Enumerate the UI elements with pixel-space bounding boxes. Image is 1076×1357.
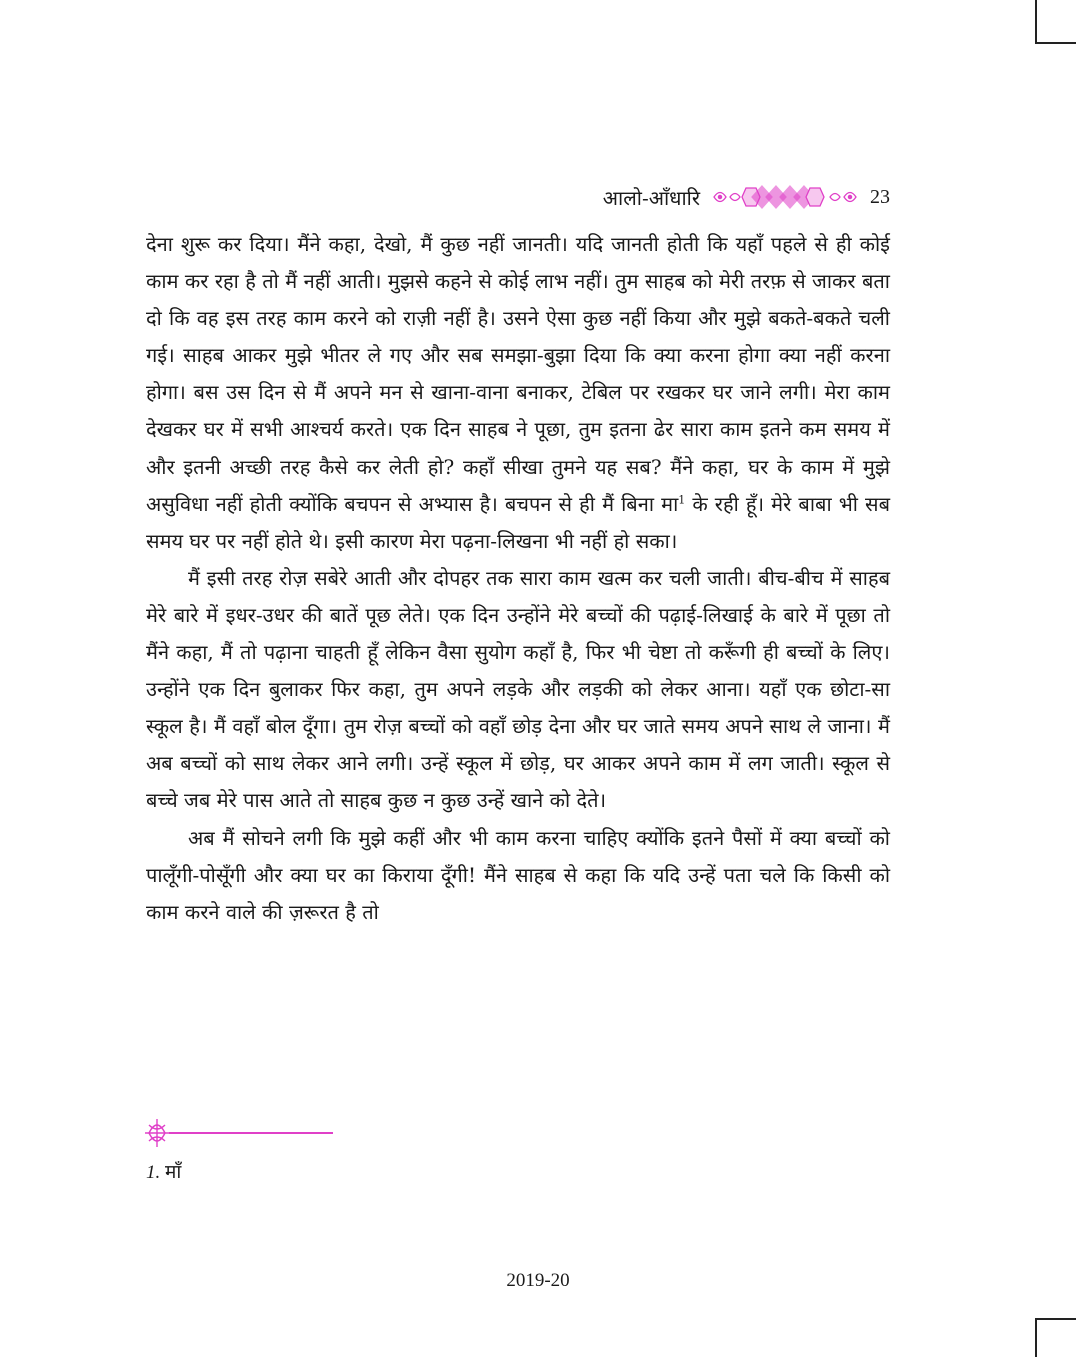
running-head [520, 180, 890, 214]
crop-mark-top-right [1035, 0, 1076, 44]
paragraph-1 [146, 226, 890, 560]
footnote [146, 1158, 181, 1184]
footnote-number: 1. [146, 1162, 161, 1183]
footnote-text: माँ [165, 1161, 182, 1183]
crop-mark-bottom-right [1035, 1318, 1076, 1357]
footnote-ornament-rule [143, 1113, 335, 1153]
footer-year: 2019-20 [506, 1270, 570, 1291]
footnote-reference: 1 [678, 493, 686, 506]
paragraph-1-text-after: के रही हूँ। मेरे बाबा भी सब समय घर पर नहीं होते थे। इसी कारण मेरा पढ़ना-लिखना भी नहीं हो सका। [146, 491, 891, 553]
paragraph-3: अब मैं सोचने लगी कि मुझे कहीं और भी काम करना चाहिए क्योंकि इतने पैसों में क्या बच्चों को पालूँगी-पोसूँगी और क्या घर का किराया दूँगी! मैंने साहब से कहा कि यदि उन्हें पता चले कि किसी को काम करने वाले की ज़रूरत है तो [146, 825, 890, 924]
ornament-icon [710, 183, 860, 211]
paragraph-1-text-before: देना शुरू कर दिया। मैंने कहा, देखो, मैं कुछ नहीं जानती। यदि जानती होती कि यहाँ पहले से ही कोई काम कर रहा है तो मैं नहीं आती। मुझसे कहने से कोई लाभ नहीं। तुम साहब को मेरी तरफ़ से जाकर बता दो कि वह इस तरह काम करने को राज़ी नहीं है। उसने ऐसा कुछ नहीं किया और मुझे बकते-बकते चली गई। साहब आकर मुझे भीतर ले गए और सब समझा-बुझा दिया कि क्या करना होगा क्या नहीं करना होगा। बस उस दिन से मैं अपने मन से खाना-वाना बनाकर, टेबिल पर रखकर घर जाने लगी। मेरा काम देखकर घर में सभी आश्चर्य करते। एक दिन साहब ने पूछा, तुम इतना ढेर सारा काम इतने कम समय में और इतनी अच्छी तरह कैसे कर लेती हो? कहाँ सीखा तुमने यह सब? मैंने कहा, घर के काम में मुझे असुविधा नहीं होती क्योंकि बचपन से अभ्यास है। बचपन से ही मैं बिना मा [146, 232, 890, 516]
body-text [146, 226, 890, 931]
running-head-title: आलो-आँधारि [602, 185, 700, 210]
paragraph-2: मैं इसी तरह रोज़ सबेरे आती और दोपहर तक सारा काम खत्म कर चली जाती। बीच-बीच में साहब मेरे बारे में इधर-उधर की बातें पूछ लेते। एक दिन उन्होंने मेरे बच्चों की पढ़ाई-लिखाई के बारे में पूछा तो मैंने कहा, मैं तो पढ़ाना चाहती हूँ लेकिन वैसा सुयोग कहाँ है, फिर भी चेष्टा तो करूँगी ही बच्चों के लिए। उन्होंने एक दिन बुलाकर फिर कहा, तुम अपने लड़के और लड़की को लेकर आना। यहाँ एक छोटा-सा स्कूल है। मैं वहाँ बोल दूँगा। तुम रोज़ बच्चों को वहाँ छोड़ देना और घर जाते समय अपने साथ ले जाना। मैं अब बच्चों को साथ लेकर आने लगी। उन्हें स्कूल में छोड़, घर आकर अपने काम में लग जाती। स्कूल से बच्चे जब मेरे पास आते तो साहब कुछ न कुछ उन्हें खाने को देते। [146, 565, 890, 813]
page-number: 23 [870, 185, 890, 208]
